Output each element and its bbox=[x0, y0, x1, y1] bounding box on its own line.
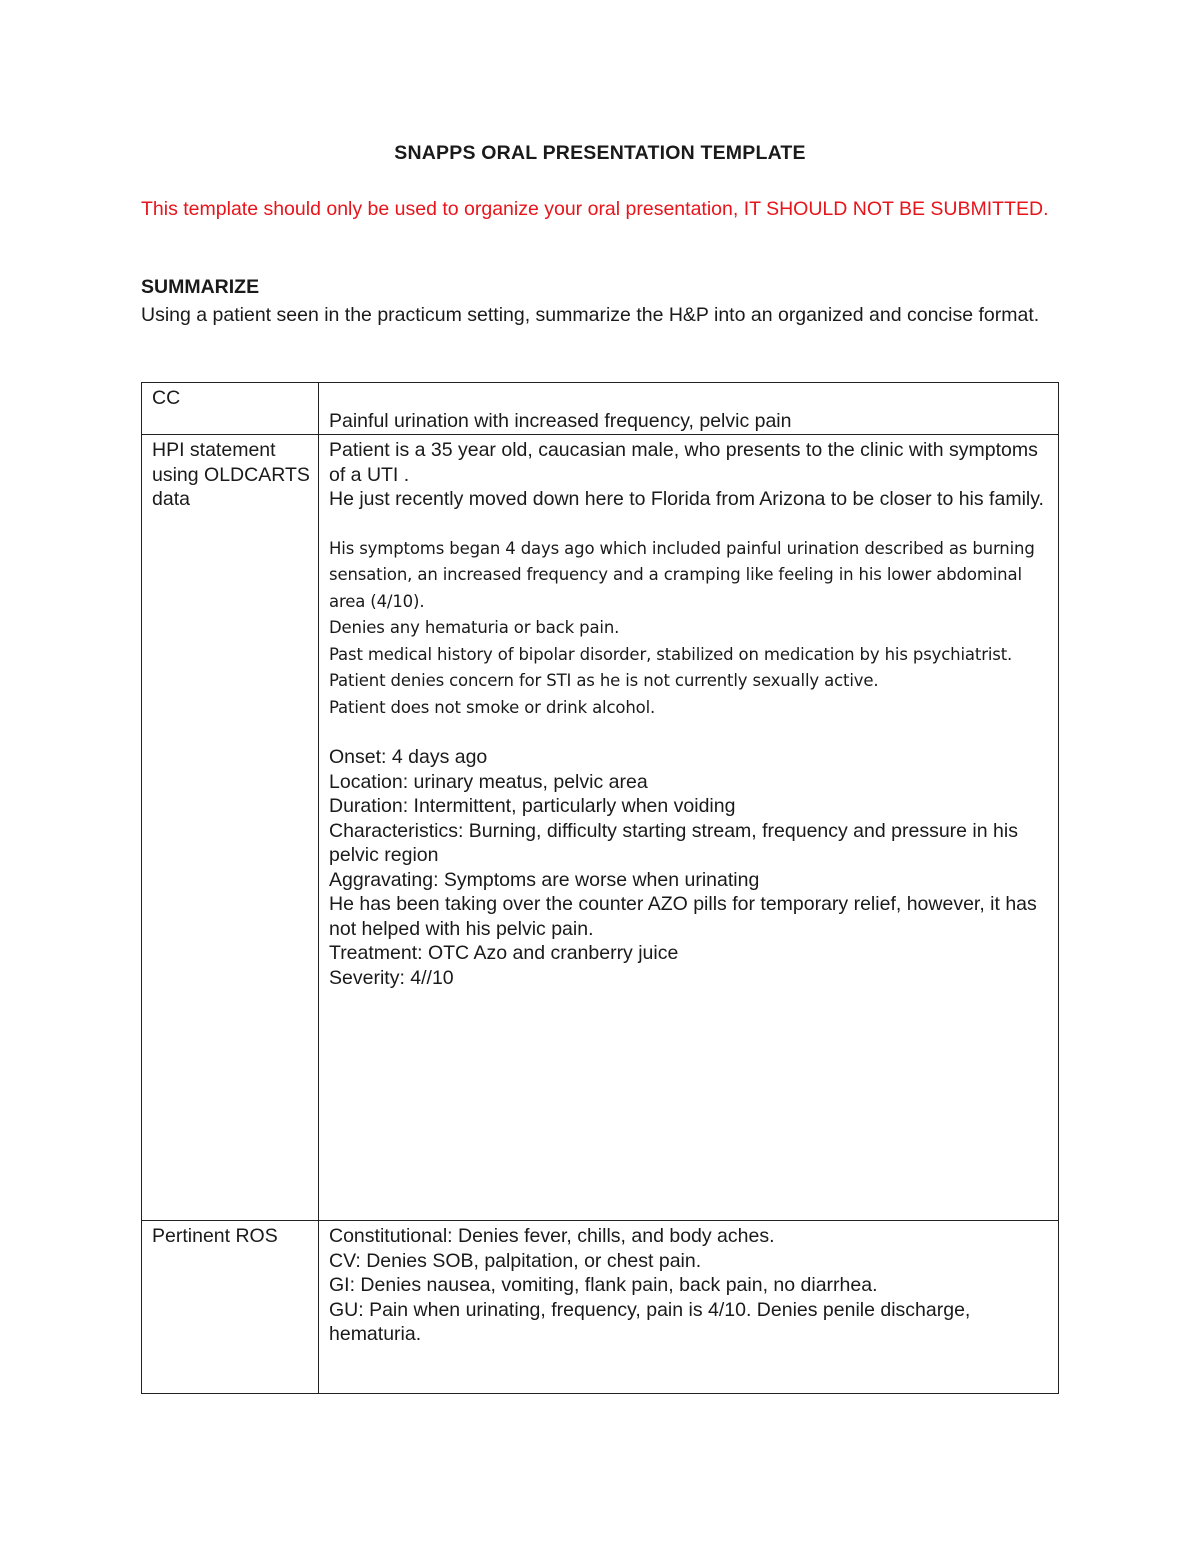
hpi-narrative-line: Denies any hematuria or back pain. bbox=[329, 618, 620, 637]
oldcarts-item: He has been taking over the counter AZO pills for temporary relief, however, it has not helped with his pelvic pain. bbox=[329, 893, 1037, 940]
submission-warning: This template should only be used to organize your oral presentation, IT SHOULD NOT BE SUBMITTED. bbox=[141, 198, 1049, 220]
ros-value bbox=[329, 1224, 1049, 1347]
hpi-value bbox=[329, 438, 1049, 990]
oldcarts-item: Aggravating: Symptoms are worse when urinating bbox=[329, 868, 760, 891]
row-label: Pertinent ROS bbox=[152, 1225, 278, 1247]
oldcarts-item: Treatment: OTC Azo and cranberry juice bbox=[329, 942, 679, 964]
ros-line: GI: Denies nausea, vomiting, flank pain, back pain, no diarrhea. bbox=[329, 1274, 878, 1296]
hpi-narrative-line: His symptoms began 4 days ago which included painful urination described as burning sensation, an increased frequency and a cramping like feeling in his lower abdominal area (4/10). bbox=[329, 538, 1035, 611]
oldcarts-item: Onset: 4 days ago bbox=[329, 746, 488, 768]
hpi-intro-line: Patient is a 35 year old, caucasian male, who presents to the clinic with symptoms of a UTI . bbox=[329, 439, 1038, 486]
ros-line: Constitutional: Denies fever, chills, and body aches. bbox=[329, 1225, 775, 1247]
section-description: Using a patient seen in the practicum setting, summarize the H&P into an organized and concise format. bbox=[141, 304, 1040, 326]
oldcarts-item: Duration: Intermittent, particularly when voiding bbox=[329, 795, 736, 817]
row-label: CC bbox=[152, 387, 181, 409]
oldcarts-item: Severity: 4//10 bbox=[329, 966, 454, 989]
hpi-intro-line: He just recently moved down here to Florida from Arizona to be closer to his family. bbox=[329, 488, 1044, 510]
table-row-ros bbox=[142, 1220, 1058, 1393]
table-row-hpi bbox=[142, 434, 1058, 1220]
section-heading: SUMMARIZE bbox=[141, 276, 260, 298]
summary-table bbox=[141, 382, 1059, 1394]
oldcarts-item: Location: urinary meatus, pelvic area bbox=[329, 770, 648, 793]
hpi-narrative-line: Patient denies concern for STI as he is not currently sexually active. bbox=[329, 671, 879, 690]
chief-complaint-value: Painful urination with increased frequency, pelvic pain bbox=[329, 410, 792, 432]
hpi-narrative-line: Patient does not smoke or drink alcohol. bbox=[329, 697, 656, 717]
row-label: HPI statement using OLDCARTS data bbox=[152, 439, 310, 510]
oldcarts-item: Characteristics: Burning, difficulty starting stream, frequency and pressure in his pelvic region bbox=[329, 819, 1018, 866]
ros-line: GU: Pain when urinating, frequency, pain is 4/10. Denies penile discharge, hematuria. bbox=[329, 1298, 971, 1345]
document-title: SNAPPS ORAL PRESENTATION TEMPLATE bbox=[394, 142, 806, 164]
hpi-narrative-line: Past medical history of bipolar disorder, stabilized on medication by his psychiatrist. bbox=[329, 644, 1013, 664]
ros-line: CV: Denies SOB, palpitation, or chest pain. bbox=[329, 1249, 702, 1272]
hpi-narrative bbox=[329, 536, 1049, 722]
oldcarts-list bbox=[329, 745, 1049, 990]
table-row-cc bbox=[142, 383, 1058, 434]
